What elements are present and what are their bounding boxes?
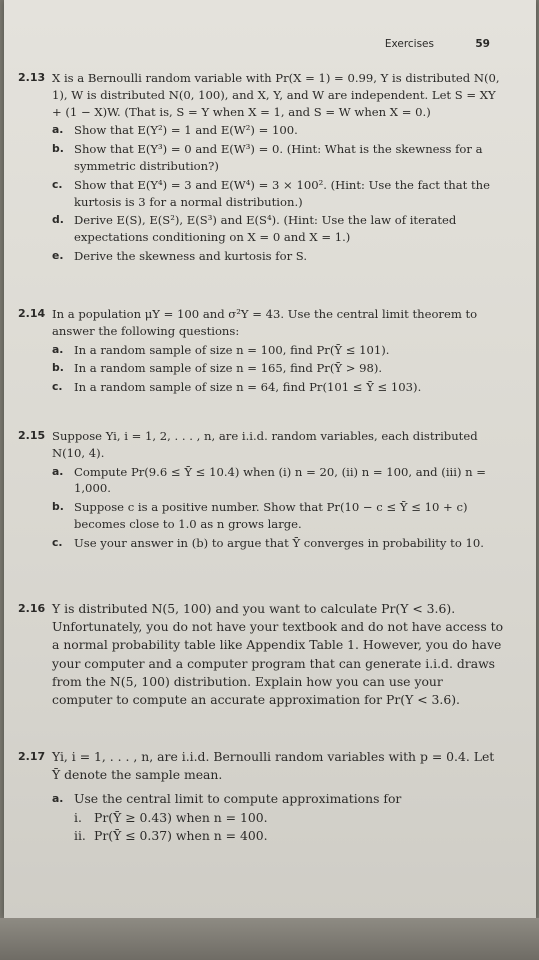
exercise-part (52, 535, 504, 552)
exercise-stem: Y is distributed N(5, 100) and you want to calculate Pr(Y < 3.6). Unfortunately, you do not have your textbook and do not have access to a normal probability table like Appendix Table 1. However, you do have your computer and a computer program that can generate i.i.d. draws from the N(5, 100) distribution. Explain how you can use your computer to compute an accurate approximation for Pr(Y < 3.6). (52, 601, 504, 708)
exercise-part (52, 464, 504, 498)
page-number: 59 (475, 38, 490, 50)
exercise-part (52, 177, 504, 211)
part-label: a. (52, 342, 64, 356)
exercise-stem: Suppose Yi, i = 1, 2, . . . , n, are i.i.d. random variables, each distributed N(10, 4). (52, 429, 478, 460)
part-text: In a random sample of size n = 100, find Pr(Ȳ ≤ 101). (74, 342, 390, 357)
part-label: a. (52, 464, 64, 478)
exercise-part (52, 790, 504, 808)
exercise-2-15 (18, 428, 504, 552)
exercise-subpart (74, 827, 504, 845)
part-label: c. (52, 380, 63, 394)
exercise-part (52, 212, 504, 246)
exercise-2-13 (18, 70, 504, 265)
part-label: a. (52, 123, 64, 137)
page-header (4, 38, 494, 54)
part-text: In a random sample of size n = 165, find Pr(Ȳ > 98). (74, 361, 383, 376)
part-text: Show that E(Y³) = 0 and E(W³) = 0. (Hint: What is the skewness for a symmetric distribution?) (74, 142, 483, 173)
subpart-label: ii. (74, 827, 86, 843)
exercise-2-17 (18, 748, 504, 845)
exercise-part (52, 499, 504, 533)
exercise-subpart (74, 809, 504, 827)
exercise-stem: In a population μY = 100 and σ²Y = 43. Use the central limit theorem to answer the following questions: (52, 307, 478, 338)
exercise-stem: X is a Bernoulli random variable with Pr(X = 1) = 0.99, Y is distributed N(0, 1), W is distributed N(0, 100), and X, Y, and W are independent. Let S = XY + (1 − X)W. (That is, S = Y when X = 1, and S = W when X = 0.) (52, 71, 500, 119)
part-text: Use your answer in (b) to argue that Ȳ converges in probability to 10. (74, 535, 484, 550)
exercise-part (52, 342, 504, 359)
exercise-part (52, 141, 504, 175)
exercise-stem: Yi, i = 1, . . . , n, are i.i.d. Bernoulli random variables with p = 0.4. Let Ȳ denote the sample mean. (52, 749, 495, 783)
exercise-part (52, 122, 504, 139)
section-title: Exercises (384, 38, 434, 50)
exercise-2-14 (18, 306, 504, 396)
part-label: b. (52, 500, 64, 514)
subpart-text: Pr(Ȳ ≤ 0.37) when n = 400. (94, 827, 268, 843)
part-text: Use the central limit to compute approximations for (74, 791, 402, 807)
subpart-label: i. (74, 809, 82, 825)
part-text: Suppose c is a positive number. Show that Pr(10 − c ≤ Ȳ ≤ 10 + c) becomes close to 1.0 as n grows large. (74, 500, 468, 531)
part-text: Derive E(S), E(S²), E(S³) and E(S⁴). (Hint: Use the law of iterated expectations conditioning on X = 0 and X = 1.) (74, 213, 457, 245)
part-label: b. (52, 142, 64, 156)
part-text: Compute Pr(9.6 ≤ Ȳ ≤ 10.4) when (i) n = 20, (ii) n = 100, and (iii) n = 1,000. (74, 464, 487, 496)
part-text: Show that E(Y²) = 1 and E(W²) = 100. (74, 123, 298, 138)
part-text: Derive the skewness and kurtosis for S. (74, 248, 308, 263)
exercise-2-16 (18, 600, 504, 709)
part-label: e. (52, 248, 64, 262)
part-label: c. (52, 535, 63, 549)
book-page (4, 0, 536, 918)
part-label: b. (52, 361, 64, 375)
exercise-number: 2.14 (18, 307, 46, 320)
part-label: d. (52, 213, 64, 227)
exercise-part (52, 248, 504, 265)
exercise-number: 2.16 (18, 602, 46, 615)
subpart-text: Pr(Ȳ ≥ 0.43) when n = 100. (94, 809, 268, 825)
exercise-number: 2.15 (18, 429, 46, 442)
exercise-number: 2.17 (18, 750, 46, 763)
part-text: Show that E(Y⁴) = 3 and E(W⁴) = 3 × 100². (Hint: Use the fact that the kurtosis is 3 for a normal distribution.) (74, 177, 490, 209)
table-surface (0, 918, 539, 960)
exercise-part (52, 360, 504, 377)
exercise-number: 2.13 (18, 71, 46, 84)
exercise-part (52, 379, 504, 396)
part-label: a. (52, 792, 64, 806)
part-text: In a random sample of size n = 64, find Pr(101 ≤ Ȳ ≤ 103). (74, 380, 422, 395)
part-label: c. (52, 177, 63, 191)
